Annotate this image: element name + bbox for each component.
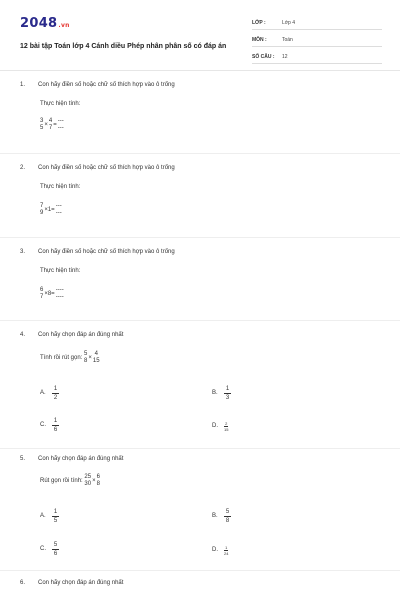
fraction: 6 8 xyxy=(96,474,100,487)
page-title: 12 bài tập Toán lớp 4 Cánh diều Phép nhân phân số có đáp án xyxy=(20,43,227,50)
question-1-instruction: Thực hiện tính: xyxy=(40,101,81,107)
question-divider xyxy=(0,448,400,449)
question-4-instruction: Tính rồi rút gọn: xyxy=(40,355,83,361)
answer-blank[interactable]: --- --- xyxy=(57,118,64,131)
meta-value: Lớp 4 xyxy=(282,19,296,26)
option-fraction: 1 5 xyxy=(53,509,58,524)
option-fraction: 5 8 xyxy=(225,509,230,524)
question-text: Con hãy chọn đáp án đúng nhất xyxy=(38,332,124,338)
site-logo[interactable] xyxy=(20,16,70,31)
meta-value: Toán xyxy=(282,36,293,43)
question-4 xyxy=(20,332,123,338)
question-5-expression: Rút gọn rồi tính: 25 30 × 6 8 xyxy=(40,474,100,487)
question-divider xyxy=(0,570,400,571)
question-2-instruction: Thực hiện tính: xyxy=(40,184,81,190)
logo-text: 2048 xyxy=(20,16,58,31)
fraction: 6 7 xyxy=(40,287,44,300)
fraction: 25 30 xyxy=(84,474,92,487)
question-text: Con hãy chọn đáp án đúng nhất xyxy=(38,456,124,462)
meta-value: 12 xyxy=(282,53,288,60)
meta-row-subject xyxy=(252,33,382,47)
fraction: 5 8 xyxy=(84,351,88,364)
meta-key: MÔN : xyxy=(252,36,267,43)
option-fraction: 1 6 xyxy=(53,418,58,433)
question-text: Con hãy điền số hoặc chữ số thích hợp vào ô trống xyxy=(38,249,175,255)
option-a[interactable]: A. 1 5 xyxy=(40,509,58,524)
question-3-instruction: Thực hiện tính: xyxy=(40,268,81,274)
question-text: Con hãy điền số hoặc chữ số thích hợp vào ô trống xyxy=(38,82,175,88)
meta-info xyxy=(252,16,382,67)
question-1-expression: 3 5 × 4 7 = --- --- xyxy=(40,118,64,131)
question-2 xyxy=(20,165,175,171)
question-number: 4. xyxy=(20,332,26,338)
fraction: 7 9 xyxy=(40,203,44,216)
question-number: 2. xyxy=(20,165,26,171)
question-number: 6. xyxy=(20,580,26,586)
logo-suffix: .vn xyxy=(58,22,70,29)
option-c[interactable]: C. 1 6 xyxy=(40,418,58,433)
option-d[interactable]: D. 2 15 xyxy=(212,421,229,432)
question-divider xyxy=(0,153,400,154)
question-number: 1. xyxy=(20,82,26,88)
option-c[interactable]: C. 5 6 xyxy=(40,542,58,557)
fraction: 3 5 xyxy=(40,118,44,131)
question-5 xyxy=(20,456,123,462)
question-text: Con hãy chọn đáp án đúng nhất xyxy=(38,580,124,586)
fraction: 4 7 xyxy=(48,118,53,131)
fraction: 4 15 xyxy=(92,351,100,364)
header xyxy=(20,12,380,72)
option-fraction: 1 3 xyxy=(225,386,230,401)
question-1 xyxy=(20,82,175,88)
meta-key: SỐ CÂU : xyxy=(252,53,275,60)
header-divider xyxy=(0,70,400,71)
meta-row-grade xyxy=(252,16,382,30)
meta-row-count xyxy=(252,50,382,64)
option-b[interactable]: B. 5 8 xyxy=(212,509,230,524)
question-text: Con hãy điền số hoặc chữ số thích hợp vào ô trống xyxy=(38,165,175,171)
question-6 xyxy=(20,580,123,586)
question-divider xyxy=(0,320,400,321)
option-fraction: 5 6 xyxy=(53,542,58,557)
question-5-instruction: Rút gọn rồi tính: xyxy=(40,478,83,484)
option-a[interactable]: A. 1 2 xyxy=(40,386,58,401)
question-divider xyxy=(0,237,400,238)
question-number: 5. xyxy=(20,456,26,462)
question-3 xyxy=(20,249,175,255)
question-2-expression: 7 9 ×1= --- --- xyxy=(40,203,62,216)
option-fraction: 1 24 xyxy=(224,545,229,556)
option-d[interactable]: D. 1 24 xyxy=(212,545,229,556)
option-fraction: 1 2 xyxy=(53,386,58,401)
option-fraction: 2 15 xyxy=(224,421,229,432)
question-3-expression: 6 7 ×8= ---- ---- xyxy=(40,287,64,300)
question-number: 3. xyxy=(20,249,26,255)
option-b[interactable]: B. 1 3 xyxy=(212,386,230,401)
question-4-expression: Tính rồi rút gọn: 5 8 × 4 15 xyxy=(40,351,100,364)
answer-blank[interactable]: ---- ---- xyxy=(55,287,64,300)
meta-key: LỚP : xyxy=(252,19,266,26)
answer-blank[interactable]: --- --- xyxy=(55,203,62,216)
